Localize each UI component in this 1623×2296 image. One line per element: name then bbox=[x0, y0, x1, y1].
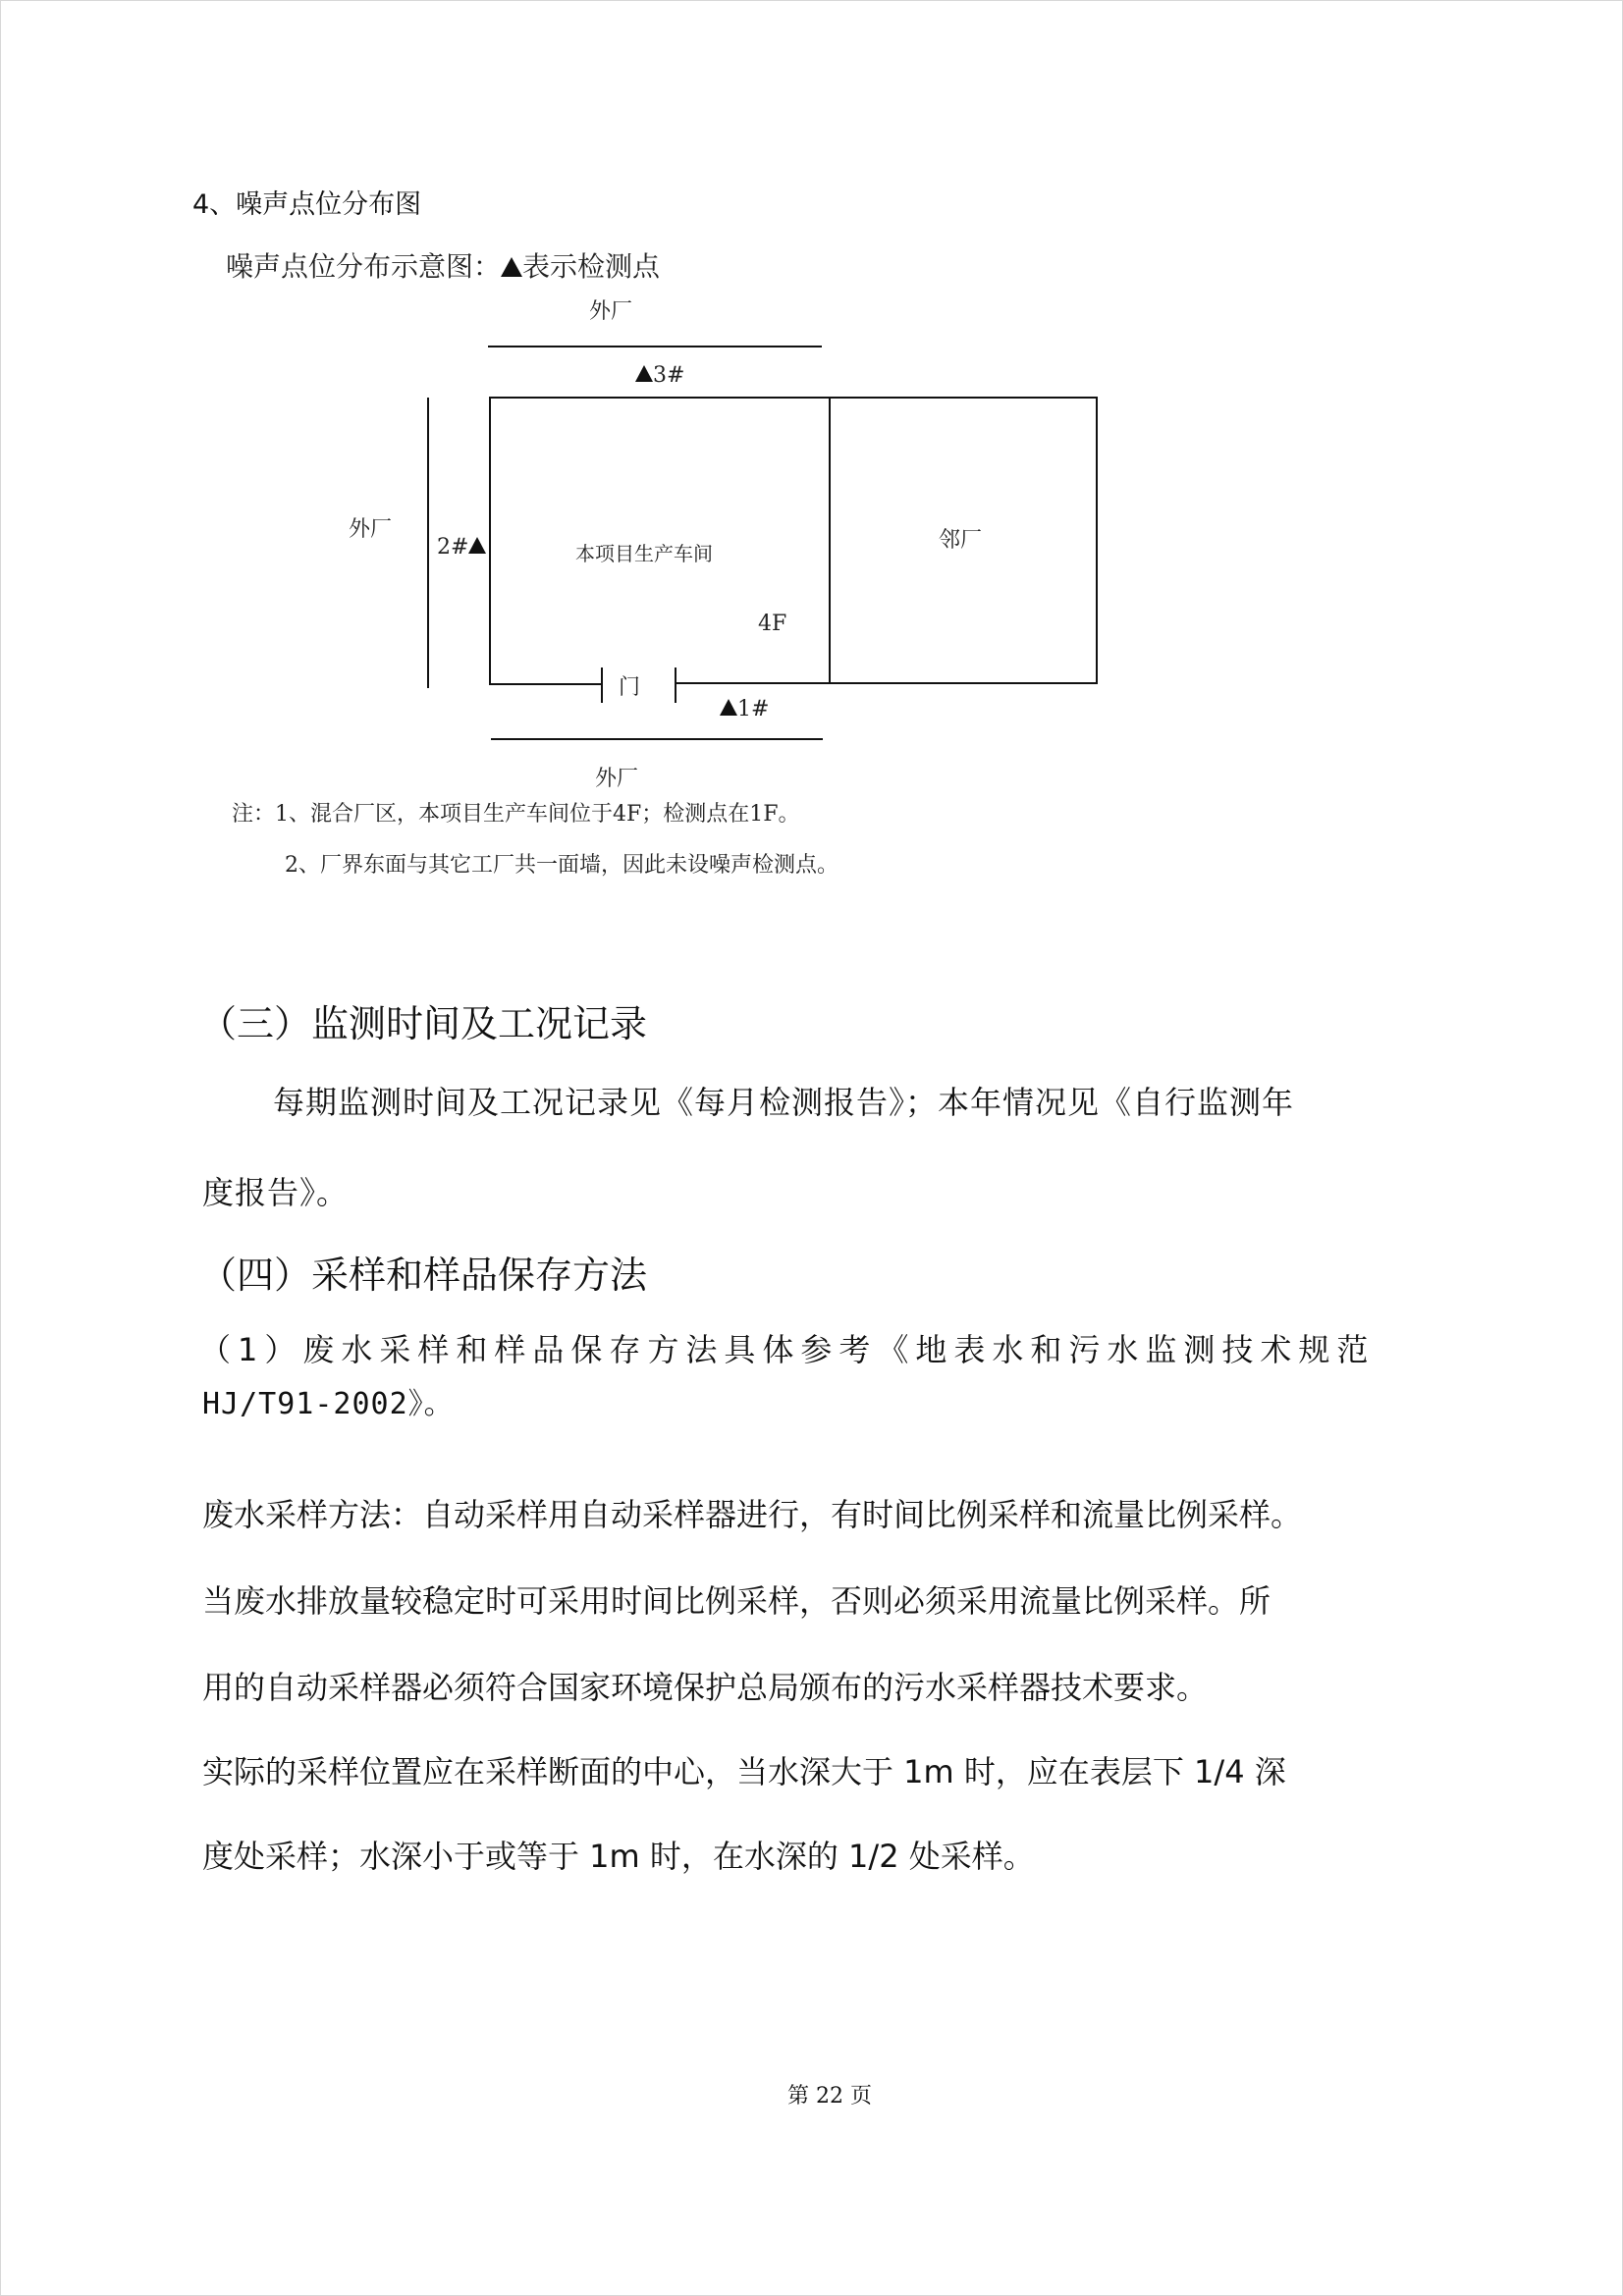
floor-label: 4F bbox=[758, 612, 787, 636]
caption-suffix: 表示检测点 bbox=[522, 250, 661, 283]
workshop-label: 本项目生产车间 bbox=[575, 542, 713, 565]
building-bottom-wall-right bbox=[676, 682, 1098, 684]
building-right-wall bbox=[1096, 397, 1098, 683]
monitoring-point-2: 2# bbox=[437, 535, 486, 560]
triangle-marker-icon bbox=[468, 537, 486, 554]
caption-prefix: 噪声点位分布示意图： bbox=[226, 250, 502, 283]
door-label: 门 bbox=[619, 675, 641, 700]
triangle-marker-icon bbox=[635, 365, 653, 382]
boundary-line-top bbox=[488, 346, 822, 347]
boundary-line-bottom bbox=[491, 738, 823, 740]
monitoring-point-3: 3# bbox=[635, 363, 684, 388]
triangle-marker-icon bbox=[501, 257, 522, 277]
neighbor-factory-label: 邻厂 bbox=[939, 528, 983, 553]
outer-factory-bottom-label: 外厂 bbox=[595, 767, 639, 791]
monitoring-time-paragraph-line-1: 每期监测时间及工况记录见《每月检测报告》；本年情况见《自行监测年 bbox=[273, 1084, 1295, 1121]
section-heading-sampling: （四）采样和样品保存方法 bbox=[199, 1254, 648, 1297]
sampling-method-line-2: 当废水排放量较稳定时可采用时间比例采样，否则必须采用流量比例采样。所 bbox=[202, 1582, 1271, 1620]
building-bottom-wall-left bbox=[489, 683, 602, 685]
sampling-position-line-2: 度处采样；水深小于或等于 1m 时，在水深的 1/2 处采样。 bbox=[202, 1838, 1035, 1875]
monitoring-time-paragraph-line-2: 度报告》。 bbox=[202, 1174, 350, 1211]
page-number: 第 22 页 bbox=[787, 2084, 872, 2109]
sampling-method-line-1: 废水采样方法：自动采样用自动采样器进行，有时间比例采样和流量比例采样。 bbox=[202, 1496, 1303, 1533]
outer-factory-left-label: 外厂 bbox=[349, 517, 393, 542]
diagram-caption bbox=[226, 245, 660, 285]
monitoring-point-1: 1# bbox=[720, 697, 769, 721]
building-top-wall bbox=[489, 397, 1098, 399]
diagram-note-1: 注：1、混合厂区，本项目生产车间位于4F；检测点在1F。 bbox=[232, 802, 800, 827]
outer-factory-top-label: 外厂 bbox=[589, 299, 633, 324]
section-heading-monitoring-time: （三）监测时间及工况记录 bbox=[199, 1002, 648, 1045]
sampling-method-line-3: 用的自动采样器必须符合国家环境保护总局颁布的污水采样器技术要求。 bbox=[202, 1669, 1209, 1706]
boundary-line-left bbox=[427, 398, 429, 688]
sampling-item-1-line-2: HJ/T91-2002》。 bbox=[202, 1387, 455, 1421]
building-left-wall bbox=[489, 397, 491, 685]
door-jamb-right bbox=[675, 667, 676, 703]
sampling-position-line-1: 实际的采样位置应在采样断面的中心，当水深大于 1m 时，应在表层下 1/4 深 bbox=[202, 1753, 1286, 1790]
triangle-marker-icon bbox=[720, 699, 737, 716]
door-jamb-left bbox=[601, 667, 603, 703]
diagram-note-2: 2、厂界东面与其它工厂共一面墙，因此未设噪声检测点。 bbox=[285, 853, 839, 878]
section-heading-noise-map: 4、噪声点位分布图 bbox=[192, 189, 422, 220]
sampling-item-1-line-1: （1）废水采样和样品保存方法具体参考《地表水和污水监测技术规范 bbox=[199, 1331, 1376, 1368]
building-divider-wall bbox=[829, 398, 831, 684]
